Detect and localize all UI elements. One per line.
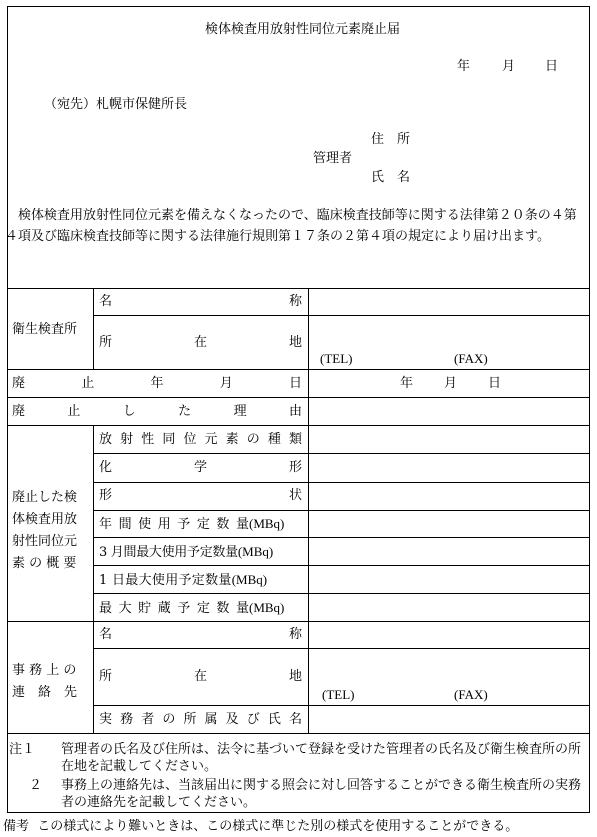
outline-row-max-storage: 最 大 貯 蔵 予 定 数 量 (MBq) [99, 600, 285, 616]
table-bottom-line [7, 733, 590, 734]
row-line [7, 369, 590, 370]
footer-remark [3, 820, 518, 833]
unit-mbq: (MBq) [237, 544, 274, 559]
outline-row-1day-max: 1 日最大使用予定数量(MBq) [99, 572, 268, 588]
table-top-line [7, 288, 590, 289]
abolition-reason-label: 廃 止 し た 理 由 [12, 404, 302, 419]
contact-name-label: 名 称 [99, 627, 302, 642]
facility-name-value[interactable] [310, 290, 588, 314]
outline-row-nuclide-type: 放 射 性 同 位 元 素 の 種 類 [99, 432, 302, 447]
date-year-label: 年 [457, 59, 471, 74]
body-text: 検体検査用放射性同位元素を備えなくなったので、臨床検査技師等に関する法律第２０条の４第４項及び臨床検査技師等に関する法律施行規則第１７条の２第４項の規定により届け出ます。 [5, 208, 577, 244]
facility-fax-label: (FAX) [454, 351, 488, 366]
note-1 [5, 741, 581, 775]
row-line [7, 425, 590, 426]
contact-fax-label: (FAX) [454, 687, 488, 702]
footer-label: 備考 [3, 819, 30, 834]
facility-location-label: 所 在 地 [99, 335, 302, 350]
abolition-date-label: 廃 止 年 月 日 [12, 376, 302, 391]
facility-header: 衛生検査所 [12, 322, 78, 337]
applicant-label: 管理者 [313, 151, 353, 166]
outline-row-annual-use: 年 間 使 用 予 定 数 量 (MBq) [99, 516, 285, 532]
contact-staff-label: 実 務 者 の 所 属 及 び 氏 名 [99, 712, 302, 727]
date-day-label: 日 [545, 59, 559, 74]
applicant-address-label: 住 所 [371, 132, 411, 147]
row-line [7, 621, 590, 622]
facility-tel-label: (TEL) [320, 351, 353, 366]
note-1-text: 管理者の氏名及び住所は、法令に基づいて登録を受けた管理者の氏名及び衛生検査所の所在地を記載してください。 [61, 742, 582, 774]
unit-mbq: (MBq) [231, 572, 268, 587]
unit-mbq: (MBq) [249, 516, 285, 531]
footer-text: この様式により難いときは、この様式に準じた別の様式を使用することができる。 [37, 819, 519, 834]
col-line-value [308, 288, 309, 733]
row-line [93, 565, 590, 566]
row-line [93, 593, 590, 594]
note-2 [5, 777, 581, 811]
note-1-index: 注１ [9, 742, 36, 757]
facility-name-label: 名 称 [99, 294, 302, 309]
col-line-header [93, 425, 94, 733]
date-month-label: 月 [502, 59, 516, 74]
row-line [7, 397, 590, 398]
row-line [93, 510, 590, 511]
contact-header: 事 務 上 の 連 絡 先 [12, 663, 78, 700]
outline-row-chemical-form: 化 学 形 [99, 460, 302, 475]
contact-tel-label: (TEL) [322, 687, 355, 702]
form-title: 検体検査用放射性同位元素廃止届 [205, 22, 401, 37]
abolition-day-label: 日 [488, 376, 502, 391]
row-line [93, 705, 590, 706]
abolition-year-label: 年 [400, 376, 414, 391]
outline-row-3month-max: 3 月間最大使用予定数量(MBq) [99, 544, 274, 560]
row-line [93, 482, 590, 483]
row-line [93, 537, 590, 538]
contact-location-label: 所 在 地 [99, 669, 302, 684]
note-2-index: ２ [29, 778, 43, 793]
outline-row-physical-form: 形 状 [99, 488, 302, 503]
abolition-month-label: 月 [444, 376, 458, 391]
note-2-text: 事務上の連絡先は、当該届出に関する照会に対し回答することができる衛生検査所の実務者の連絡先を記載してください。 [61, 778, 582, 810]
addressee: （宛先）札幌市保健所長 [44, 97, 188, 112]
abolition-reason-value[interactable] [310, 399, 588, 423]
col-line-header [93, 288, 94, 369]
outline-header: 廃止した検 体検査用放 射性同位元 素 の 概 要 [12, 490, 78, 571]
row-line [93, 648, 590, 649]
unit-mbq: (MBq) [249, 600, 285, 615]
row-line [93, 315, 590, 316]
row-line [93, 453, 590, 454]
applicant-name-label: 氏 名 [371, 170, 411, 185]
